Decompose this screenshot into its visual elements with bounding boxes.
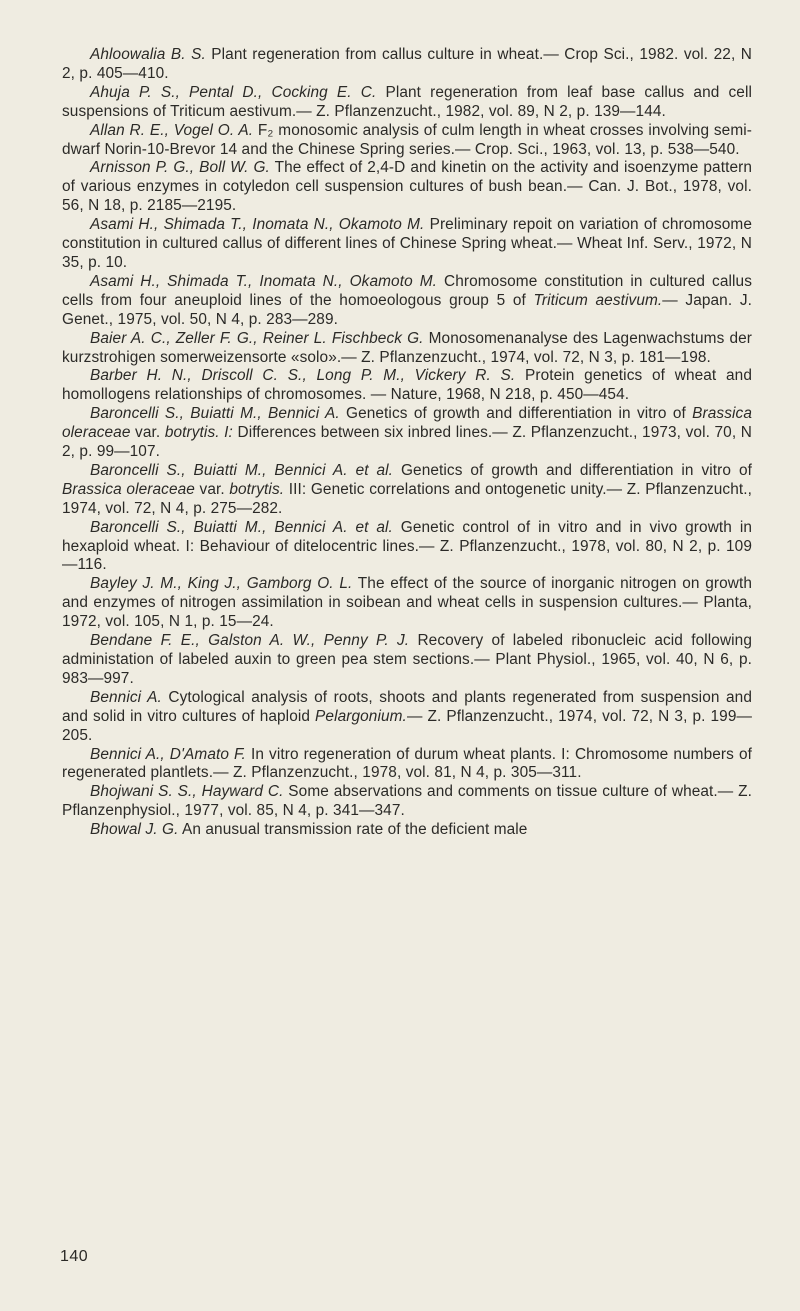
reference-entry xyxy=(62,519,752,576)
reference-entry xyxy=(62,746,752,784)
reference-text: Monosomenanalyse des Lagenwachstums der kurzstrohigen somerweizensorte «solo».— Z. Pflanzenzucht., 1974, vol. 72, N 3, p. 181—198. xyxy=(62,329,752,366)
reference-italic-text: Brassica oleraceae xyxy=(62,405,752,442)
reference-authors: Baroncelli S., Buiatti M., Bennici A. et al. xyxy=(90,518,393,536)
reference-entry xyxy=(62,330,752,368)
reference-authors: Bayley J. M., King J., Gamborg O. L. xyxy=(90,575,353,593)
reference-authors: Baroncelli S., Buiatti M., Bennici A. et al. xyxy=(90,461,394,479)
reference-text: F₂ monosomic analysis of culm length in wheat crosses involving semi-dwarf Norin-10-Brevor 14 and the Chinese Spring series.— Crop. Sci., 1963, vol. 13, p. 538—540. xyxy=(62,121,752,158)
reference-text: An anusual transmission rate of the deficient male xyxy=(178,821,528,839)
reference-text: Differences between six inbred lines.— Z. Pflanzenzucht., 1973, vol. 70, N 2, p. 99—107. xyxy=(62,424,752,461)
reference-entry xyxy=(62,367,752,405)
reference-entry xyxy=(62,689,752,746)
reference-authors: Bhojwani S. S., Hayward C. xyxy=(90,783,284,801)
reference-entry xyxy=(62,122,752,160)
reference-text: Plant regeneration from callus culture in wheat.— Crop Sci., 1982. vol. 22, N 2, p. 405—410. xyxy=(62,46,752,82)
reference-authors: Bhowal J. G. xyxy=(90,821,179,839)
reference-authors: Bennici A. xyxy=(90,688,162,706)
reference-entry xyxy=(62,159,752,216)
reference-text: Chromosome constitution in cultured callus cells from four aneuploid lines of the homoeologous group 5 of xyxy=(62,272,752,309)
reference-entry xyxy=(62,273,752,330)
reference-authors: Bendane F. E., Galston A. W., Penny P. J. xyxy=(90,632,410,650)
reference-text: Preliminary repoit on variation of chromosome constitution in cultured callus of different lines of Chinese Spring wheat.— Wheat Inf. Serv., 1972, N 35, p. 10. xyxy=(62,216,752,271)
reference-text: Cytological analysis of roots, shoots and plants regenerated from suspension and and solid in vitro cultures of haploid xyxy=(62,688,752,725)
reference-entry xyxy=(62,783,752,821)
reference-text: Some abservations and comments on tissue culture of wheat.— Z. Pflanzenphysiol., 1977, vol. 85, N 4, p. 341—347. xyxy=(62,783,752,820)
reference-text: — Z. Pflanzenzucht., 1974, vol. 72, N 3, p. 199—205. xyxy=(62,707,752,744)
reference-entry xyxy=(62,821,752,840)
reference-text: III: Genetic correlations and ontogenetic unity.— Z. Pflanzenzucht., 1974, vol. 72, N 4, p. 275—282. xyxy=(62,480,752,517)
reference-entry xyxy=(62,216,752,273)
reference-italic-text: Pelargonium. xyxy=(315,707,407,725)
reference-italic-text: botrytis. I: xyxy=(164,424,233,442)
reference-text: var. xyxy=(130,424,165,442)
reference-text: Genetic control of in vitro and in vivo growth in hexaploid wheat. I: Behaviour of ditelocentric lines.— Z. Pflanzenzucht., 1978, vol. 80, N 2, p. 109—116. xyxy=(62,518,752,574)
reference-entry xyxy=(62,575,752,632)
reference-text: The effect of the source of inorganic nitrogen on growth and enzymes of nitrogen assimilation in soibean and wheat cells in suspension cultures.— Planta, 1972, vol. 105, N 1, p. 15—24. xyxy=(62,575,753,631)
reference-authors: Baier A. C., Zeller F. G., Reiner L. Fischbeck G. xyxy=(90,329,424,347)
reference-list xyxy=(62,46,752,840)
reference-text: — Japan. J. Genet., 1975, vol. 50, N 4, p. 283—289. xyxy=(62,291,752,328)
reference-text: Protein genetics of wheat and homollogens relationships of chromosomes. — Nature, 1968, N 218, p. 450—454. xyxy=(62,367,752,404)
reference-entry xyxy=(62,405,752,462)
reference-authors: Allan R. E., Vogel O. A. xyxy=(90,121,254,139)
reference-authors: Ahloowalia B. S. xyxy=(90,46,206,63)
reference-entry xyxy=(62,46,752,84)
reference-entry xyxy=(62,462,752,519)
reference-italic-text: botrytis. xyxy=(229,480,285,498)
reference-authors: Asami H., Shimada T., Inomata N., Okamoto M. xyxy=(90,272,438,290)
reference-authors: Bennici A., D'Amato F. xyxy=(90,745,246,763)
reference-entry xyxy=(62,632,752,689)
reference-italic-text: Triticum aestivum. xyxy=(533,291,663,309)
page-number: 140 xyxy=(60,1248,89,1265)
reference-text: var. xyxy=(194,480,230,498)
reference-authors: Arnisson P. G., Boll W. G. xyxy=(90,159,270,177)
reference-text: The effect of 2,4-D and kinetin on the activity and isoenzyme pattern of various enzymes in cotyledon cell suspension cultures of bush bean.— Can. J. Bot., 1978, vol. 56, N 18, p. 2185—2195. xyxy=(62,159,752,215)
reference-text: Genetics of growth and differentiation in vitro of xyxy=(339,405,693,423)
reference-authors: Barber H. N., Driscoll C. S., Long P. M., Vickery R. S. xyxy=(90,367,516,385)
reference-authors: Ahuja P. S., Pental D., Cocking E. C. xyxy=(90,83,377,101)
reference-entry xyxy=(62,84,752,122)
reference-authors: Baroncelli S., Buiatti M., Bennici A. xyxy=(90,405,340,423)
reference-authors: Asami H., Shimada T., Inomata N., Okamoto M. xyxy=(90,216,425,234)
reference-text: In vitro regeneration of durum wheat plants. I: Chromosome numbers of regenerated plantlets.— Z. Pflanzenzucht., 1978, vol. 81, N 4, p. 305—311. xyxy=(62,745,752,782)
reference-text: Recovery of labeled ribonucleic acid following administation of labeled auxin to green pea stem sections.— Plant Physiol., 1965, vol. 40, N 6, p. 983—997. xyxy=(62,632,753,687)
reference-text: Genetics of growth and differentiation in vitro of xyxy=(393,461,752,479)
reference-text: Plant regeneration from leaf base callus and cell suspensions of Triticum aestivum.— Z. Pflanzenzucht., 1982, vol. 89, N 2, p. 139—144. xyxy=(62,83,752,120)
reference-italic-text: Brassica oleraceae xyxy=(62,480,195,498)
